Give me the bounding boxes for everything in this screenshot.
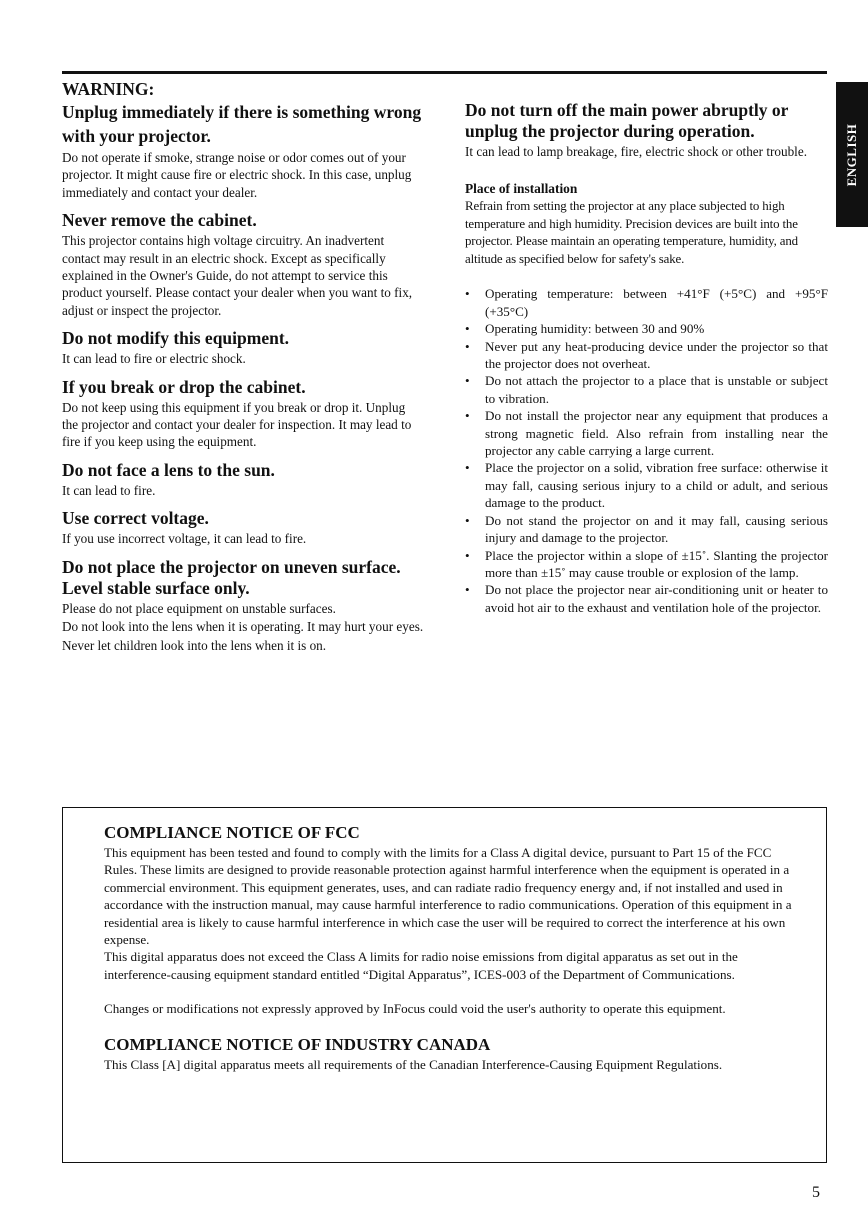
fcc-changes: Changes or modifications not expressly approved by InFocus could void the user's authority to operate this equipment. — [104, 1001, 726, 1017]
section-lens-sun — [62, 460, 424, 499]
section-body: This projector contains high voltage circuitry. An inadvertent contact may result in an electric shock. Except as specifically explained in the Owner's Guide, do not attempt to service this product yourself. Please contact your dealer when you want to fix, adjust or inspect the projector. — [62, 233, 413, 318]
section-body-3: Never let children look into the lens when it is on. — [62, 637, 327, 653]
section-body: It can lead to fire or electric shock. — [62, 351, 246, 367]
section-break-drop — [62, 377, 424, 451]
warning-body: Do not operate if smoke, strange noise or odor comes out of your projector. It might cause fire or electric shock. In this case, unplug immediately and contact your dealer. — [62, 150, 412, 200]
installation-body: Refrain from setting the projector at any place subjected to high temperature and high humidity. Precision devices are built into the projector. Please maintain an operating temperature, humidity, and altitude as specified below for safety's sake. — [465, 199, 798, 266]
section-heading: If you break or drop the cabinet. — [62, 376, 306, 397]
installation-bullets — [465, 285, 828, 616]
list-item: • Operating temperature: between +41°F (+5°C) and +95°F (+35°C) — [465, 285, 828, 320]
installation-section — [465, 180, 828, 616]
spacer — [104, 1018, 804, 1034]
list-item: • Place the projector on a solid, vibration free surface: otherwise it may fall, causing serious injury to a child or adult, and serious damage to the product. — [465, 459, 828, 511]
section-heading: Do not modify this equipment. — [62, 328, 290, 349]
list-item: • Do not stand the projector on and it may fall, causing serious injury and damage to the projector. — [465, 512, 828, 547]
canada-heading: COMPLIANCE NOTICE OF INDUSTRY CANADA — [104, 1034, 491, 1054]
right-column — [465, 78, 828, 616]
section-modify — [62, 328, 424, 367]
warning-title: Unplug immediately if there is something wrong with your projector. — [62, 102, 422, 146]
fcc-body: This equipment has been tested and found to comply with the limits for a Class A digital device, pursuant to Part 15 of the FCC Rules. These limits are designed to provide reasonable protection against harmful interference when the equipment is operated in a commercial environment. This equipment generates, uses, and can radiate radio frequency energy and, if not installed and used in accordance with the instruction manual, may cause harmful interference to radio communications. Operation of this equipment in a residential area is likely to cause harmful interference in which case the user will be required to correct the interference at his own expense. — [104, 845, 792, 948]
section-body: Do not keep using this equipment if you break or drop it. Unplug the projector and contact your dealer for inspection. It may lead to fire if you keep using the equipment. — [62, 399, 412, 450]
power-heading: Do not turn off the main power abruptly or unplug the projector during operation. — [465, 100, 789, 141]
list-item: • Do not attach the projector to a place that is unstable or subject to vibration. — [465, 372, 828, 407]
section-heading: Never remove the cabinet. — [62, 210, 257, 231]
section-body: Please do not place equipment on unstable surfaces. — [62, 600, 336, 616]
section-heading: Do not face a lens to the sun. — [62, 459, 275, 480]
power-section — [465, 100, 828, 160]
top-rule — [62, 71, 827, 74]
section-heading: Do not place the projector on uneven surface. Level stable surface only. — [62, 556, 401, 598]
page-number: 5 — [812, 1184, 820, 1201]
fcc-heading: COMPLIANCE NOTICE OF FCC — [104, 823, 360, 842]
section-body: If you use incorrect voltage, it can lead to fire. — [62, 531, 307, 547]
warning-label: WARNING: — [62, 79, 155, 99]
warning-section — [62, 78, 424, 201]
section-uneven-surface — [62, 557, 424, 654]
language-tab — [836, 82, 868, 227]
list-item: • Never put any heat-producing device under the projector so that the projector does not overheat. — [465, 338, 828, 373]
list-item: • Place the projector within a slope of ±15˚. Slanting the projector more than ±15˚ may cause trouble or explosion of the lamp. — [465, 547, 828, 582]
section-heading: Use correct voltage. — [62, 508, 209, 529]
section-body: It can lead to fire. — [62, 482, 156, 498]
list-item: • Do not place the projector near air-conditioning unit or heater to avoid hot air to the exhaust and ventilation hole of the projector. — [465, 581, 828, 616]
compliance-content — [104, 822, 804, 1073]
section-cabinet — [62, 210, 424, 319]
spacer — [104, 983, 804, 1000]
fcc-body-2: This digital apparatus does not exceed the Class A limits for radio noise emissions from digital apparatus as set out in the interference-causing equipment standard entitled “Digital Apparatus”, ICES-003 of the Department of Communications. — [104, 949, 738, 982]
compliance-box — [62, 807, 827, 1163]
left-column — [62, 78, 424, 663]
language-tab-label: ENGLISH — [844, 123, 859, 186]
installation-heading: Place of installation — [465, 181, 578, 197]
list-item: • Operating humidity: between 30 and 90% — [465, 320, 828, 337]
list-item: • Do not install the projector near any equipment that produces a strong magnetic field. Also refrain from installing near the projector any cable carrying a large current. — [465, 407, 828, 459]
power-body: It can lead to lamp breakage, fire, electric shock or other trouble. — [465, 144, 807, 159]
canada-body: This Class [A] digital apparatus meets all requirements of the Canadian Interference-Causing Equipment Regulations. — [104, 1056, 723, 1072]
section-voltage — [62, 508, 424, 547]
section-body-2: Do not look into the lens when it is operating. It may hurt your eyes. — [62, 619, 424, 635]
